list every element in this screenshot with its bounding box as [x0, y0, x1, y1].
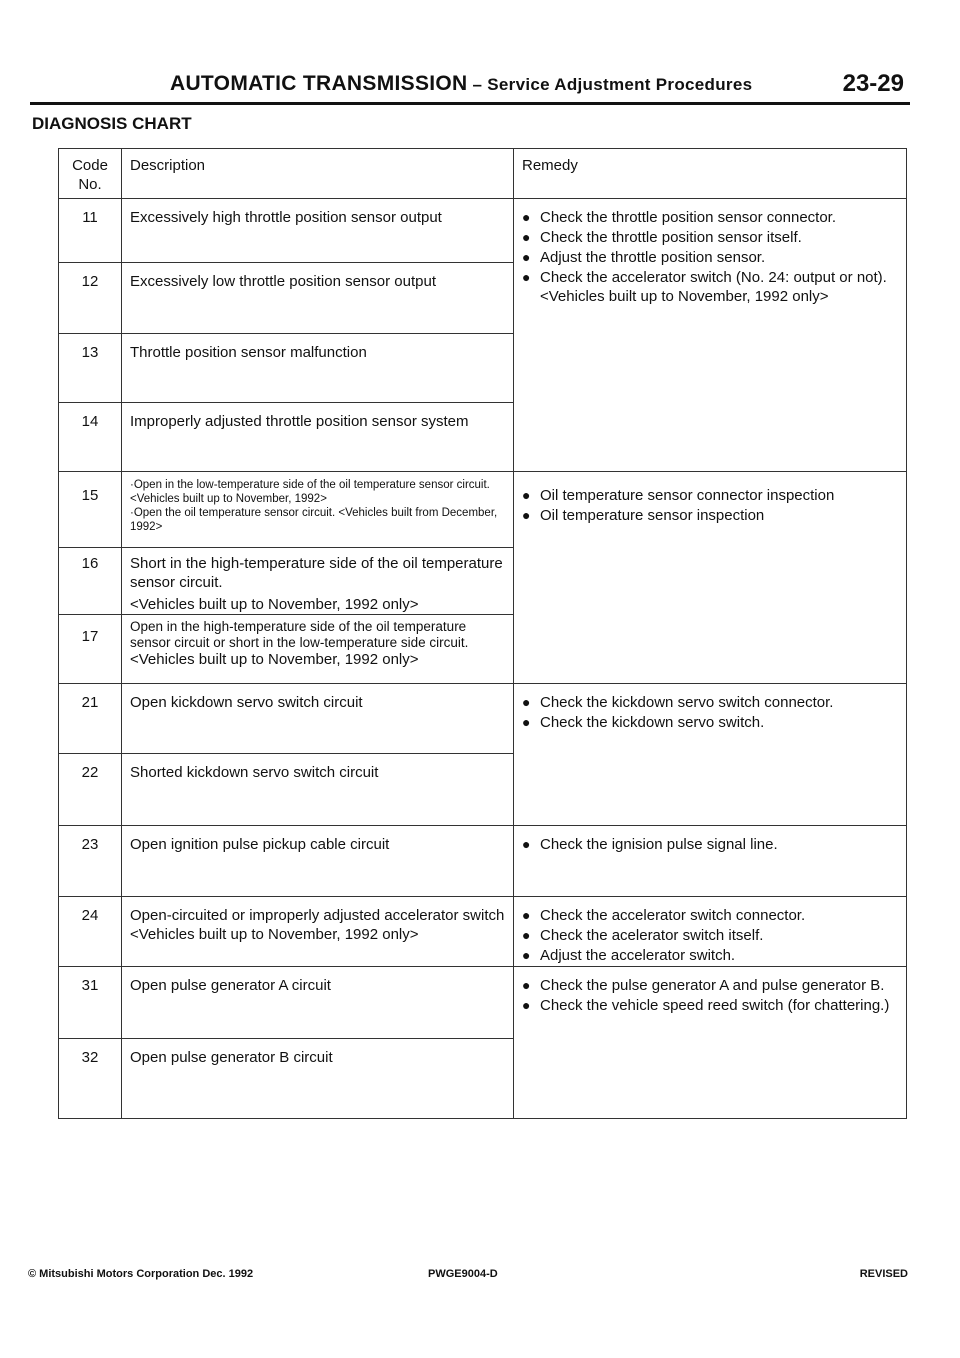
bullet-icon: ● — [522, 997, 531, 1013]
bullet-icon: ● — [522, 209, 531, 225]
remedy-text: Check the ignision pulse signal line. — [540, 836, 778, 853]
code-cell: 31 — [59, 967, 122, 1039]
remedy-text: Check the pulse generator A and pulse generator B. — [540, 977, 885, 994]
bullet-icon: ● — [522, 907, 531, 923]
list-item — [522, 208, 898, 227]
code-cell: 15 — [59, 472, 122, 548]
remedy-text: Check the throttle position sensor itself. — [540, 229, 802, 246]
bullet-icon: ● — [522, 694, 531, 710]
table-row — [59, 897, 907, 967]
remedy-text: Oil temperature sensor connector inspection — [540, 487, 835, 504]
footer-status: REVISED — [859, 1268, 908, 1280]
diagnosis-table — [58, 148, 907, 1119]
description-cell: Open pulse generator B circuit — [122, 1039, 514, 1119]
description-cell: Open kickdown servo switch circuit — [122, 684, 514, 754]
bullet-icon: ● — [522, 249, 531, 265]
table-row — [59, 826, 907, 897]
remedy-cell — [514, 967, 907, 1119]
footer-copyright: © Mitsubishi Motors Corporation Dec. 1992 — [28, 1268, 254, 1280]
remedy-text: Check the acelerator switch itself. — [540, 927, 764, 944]
code-cell: 11 — [59, 199, 122, 263]
remedy-cell — [514, 199, 907, 472]
list-item — [522, 926, 898, 945]
remedy-text: Check the kickdown servo switch. — [540, 714, 765, 731]
remedy-cell — [514, 472, 907, 684]
remedy-list — [522, 693, 898, 732]
description-text: Short in the high-temperature side of the oil temperature sensor circuit. — [130, 555, 503, 591]
list-item — [522, 268, 898, 306]
remedy-text: Oil temperature sensor inspection — [540, 507, 765, 524]
bullet-icon: ● — [522, 714, 531, 730]
code-cell: 32 — [59, 1039, 122, 1119]
list-item — [522, 228, 898, 247]
remedy-list — [522, 906, 898, 965]
bullet-icon: ● — [522, 927, 531, 943]
remedy-text: Check the vehicle speed reed switch (for chattering.) — [540, 997, 890, 1014]
remedy-cell — [514, 897, 907, 967]
list-item — [522, 506, 898, 525]
remedy-text: Check the throttle position sensor connector. — [540, 209, 837, 226]
table-row — [59, 199, 907, 263]
list-item — [522, 248, 898, 267]
header-title-sub: – Service Adjustment Procedures — [467, 75, 753, 94]
description-note: <Vehicles built up to November, 1992 only> — [130, 596, 419, 613]
remedy-text: Adjust the throttle position sensor. — [540, 249, 766, 266]
list-item — [522, 996, 898, 1015]
description-cell: Throttle position sensor malfunction — [122, 334, 514, 403]
description-cell: Open ignition pulse pickup cable circuit — [122, 826, 514, 897]
footer-doc-id: PWGE9004-D — [428, 1268, 498, 1280]
code-cell: 17 — [59, 615, 122, 684]
description-note: <Vehicles built up to November, 1992 only> — [130, 651, 419, 668]
remedy-list — [522, 976, 898, 1015]
code-cell: 22 — [59, 754, 122, 826]
bullet-icon: ● — [522, 947, 531, 963]
bullet-icon: ● — [522, 229, 531, 245]
description-cell — [122, 548, 514, 615]
table-header-row — [59, 149, 907, 199]
header-code: Code No. — [59, 149, 122, 199]
code-cell: 16 — [59, 548, 122, 615]
code-cell: 23 — [59, 826, 122, 897]
description-line: ·Open in the low-temperature side of the oil temperature sensor circuit. <Vehicles built up to November, 1992> — [130, 479, 490, 505]
remedy-list — [522, 208, 898, 306]
description-cell: Improperly adjusted throttle position sensor system — [122, 403, 514, 472]
header-description: Description — [122, 149, 514, 199]
remedy-cell — [514, 684, 907, 826]
remedy-text: Check the kickdown servo switch connector. — [540, 694, 834, 711]
table-row — [59, 967, 907, 1039]
remedy-text: Adjust the accelerator switch. — [540, 947, 736, 964]
description-cell: Open pulse generator A circuit — [122, 967, 514, 1039]
description-cell: Shorted kickdown servo switch circuit — [122, 754, 514, 826]
code-cell: 14 — [59, 403, 122, 472]
remedy-cell — [514, 826, 907, 897]
code-cell: 12 — [59, 263, 122, 334]
page-number: 23-29 — [842, 70, 904, 97]
list-item — [522, 946, 898, 965]
header-remedy: Remedy — [514, 149, 907, 199]
list-item — [522, 713, 898, 732]
remedy-text: Check the accelerator switch (No. 24: output or not). <Vehicles built up to November, 1992 only> — [540, 269, 887, 305]
description-line: ·Open the oil temperature sensor circuit. <Vehicles built from December, 1992> — [130, 507, 498, 533]
remedy-text: Check the accelerator switch connector. — [540, 907, 806, 924]
description-cell: Excessively high throttle position sensor output — [122, 199, 514, 263]
description-cell — [122, 615, 514, 684]
remedy-list — [522, 835, 898, 854]
list-item — [522, 976, 898, 995]
description-text: Open in the high-temperature side of the oil temperature sensor circuit or short in the low-temperature side circuit. — [130, 619, 469, 650]
section-title: DIAGNOSIS CHART — [32, 114, 192, 133]
bullet-icon: ● — [522, 507, 531, 523]
code-cell: 24 — [59, 897, 122, 967]
description-cell: Excessively low throttle position sensor output — [122, 263, 514, 334]
description-cell: Open-circuited or improperly adjusted accelerator switch <Vehicles built up to November, 1992 only> — [122, 897, 514, 967]
description-cell — [122, 472, 514, 548]
bullet-icon: ● — [522, 487, 531, 503]
table-row — [59, 472, 907, 548]
bullet-icon: ● — [522, 836, 531, 852]
remedy-list — [522, 486, 898, 525]
code-cell: 13 — [59, 334, 122, 403]
table-row — [59, 684, 907, 754]
list-item — [522, 835, 898, 854]
bullet-icon: ● — [522, 269, 531, 285]
list-item — [522, 693, 898, 712]
page-header — [30, 68, 910, 105]
code-cell: 21 — [59, 684, 122, 754]
list-item — [522, 906, 898, 925]
bullet-icon: ● — [522, 977, 531, 993]
header-title — [170, 72, 752, 96]
header-title-main: AUTOMATIC TRANSMISSION — [170, 72, 468, 95]
list-item — [522, 486, 898, 505]
